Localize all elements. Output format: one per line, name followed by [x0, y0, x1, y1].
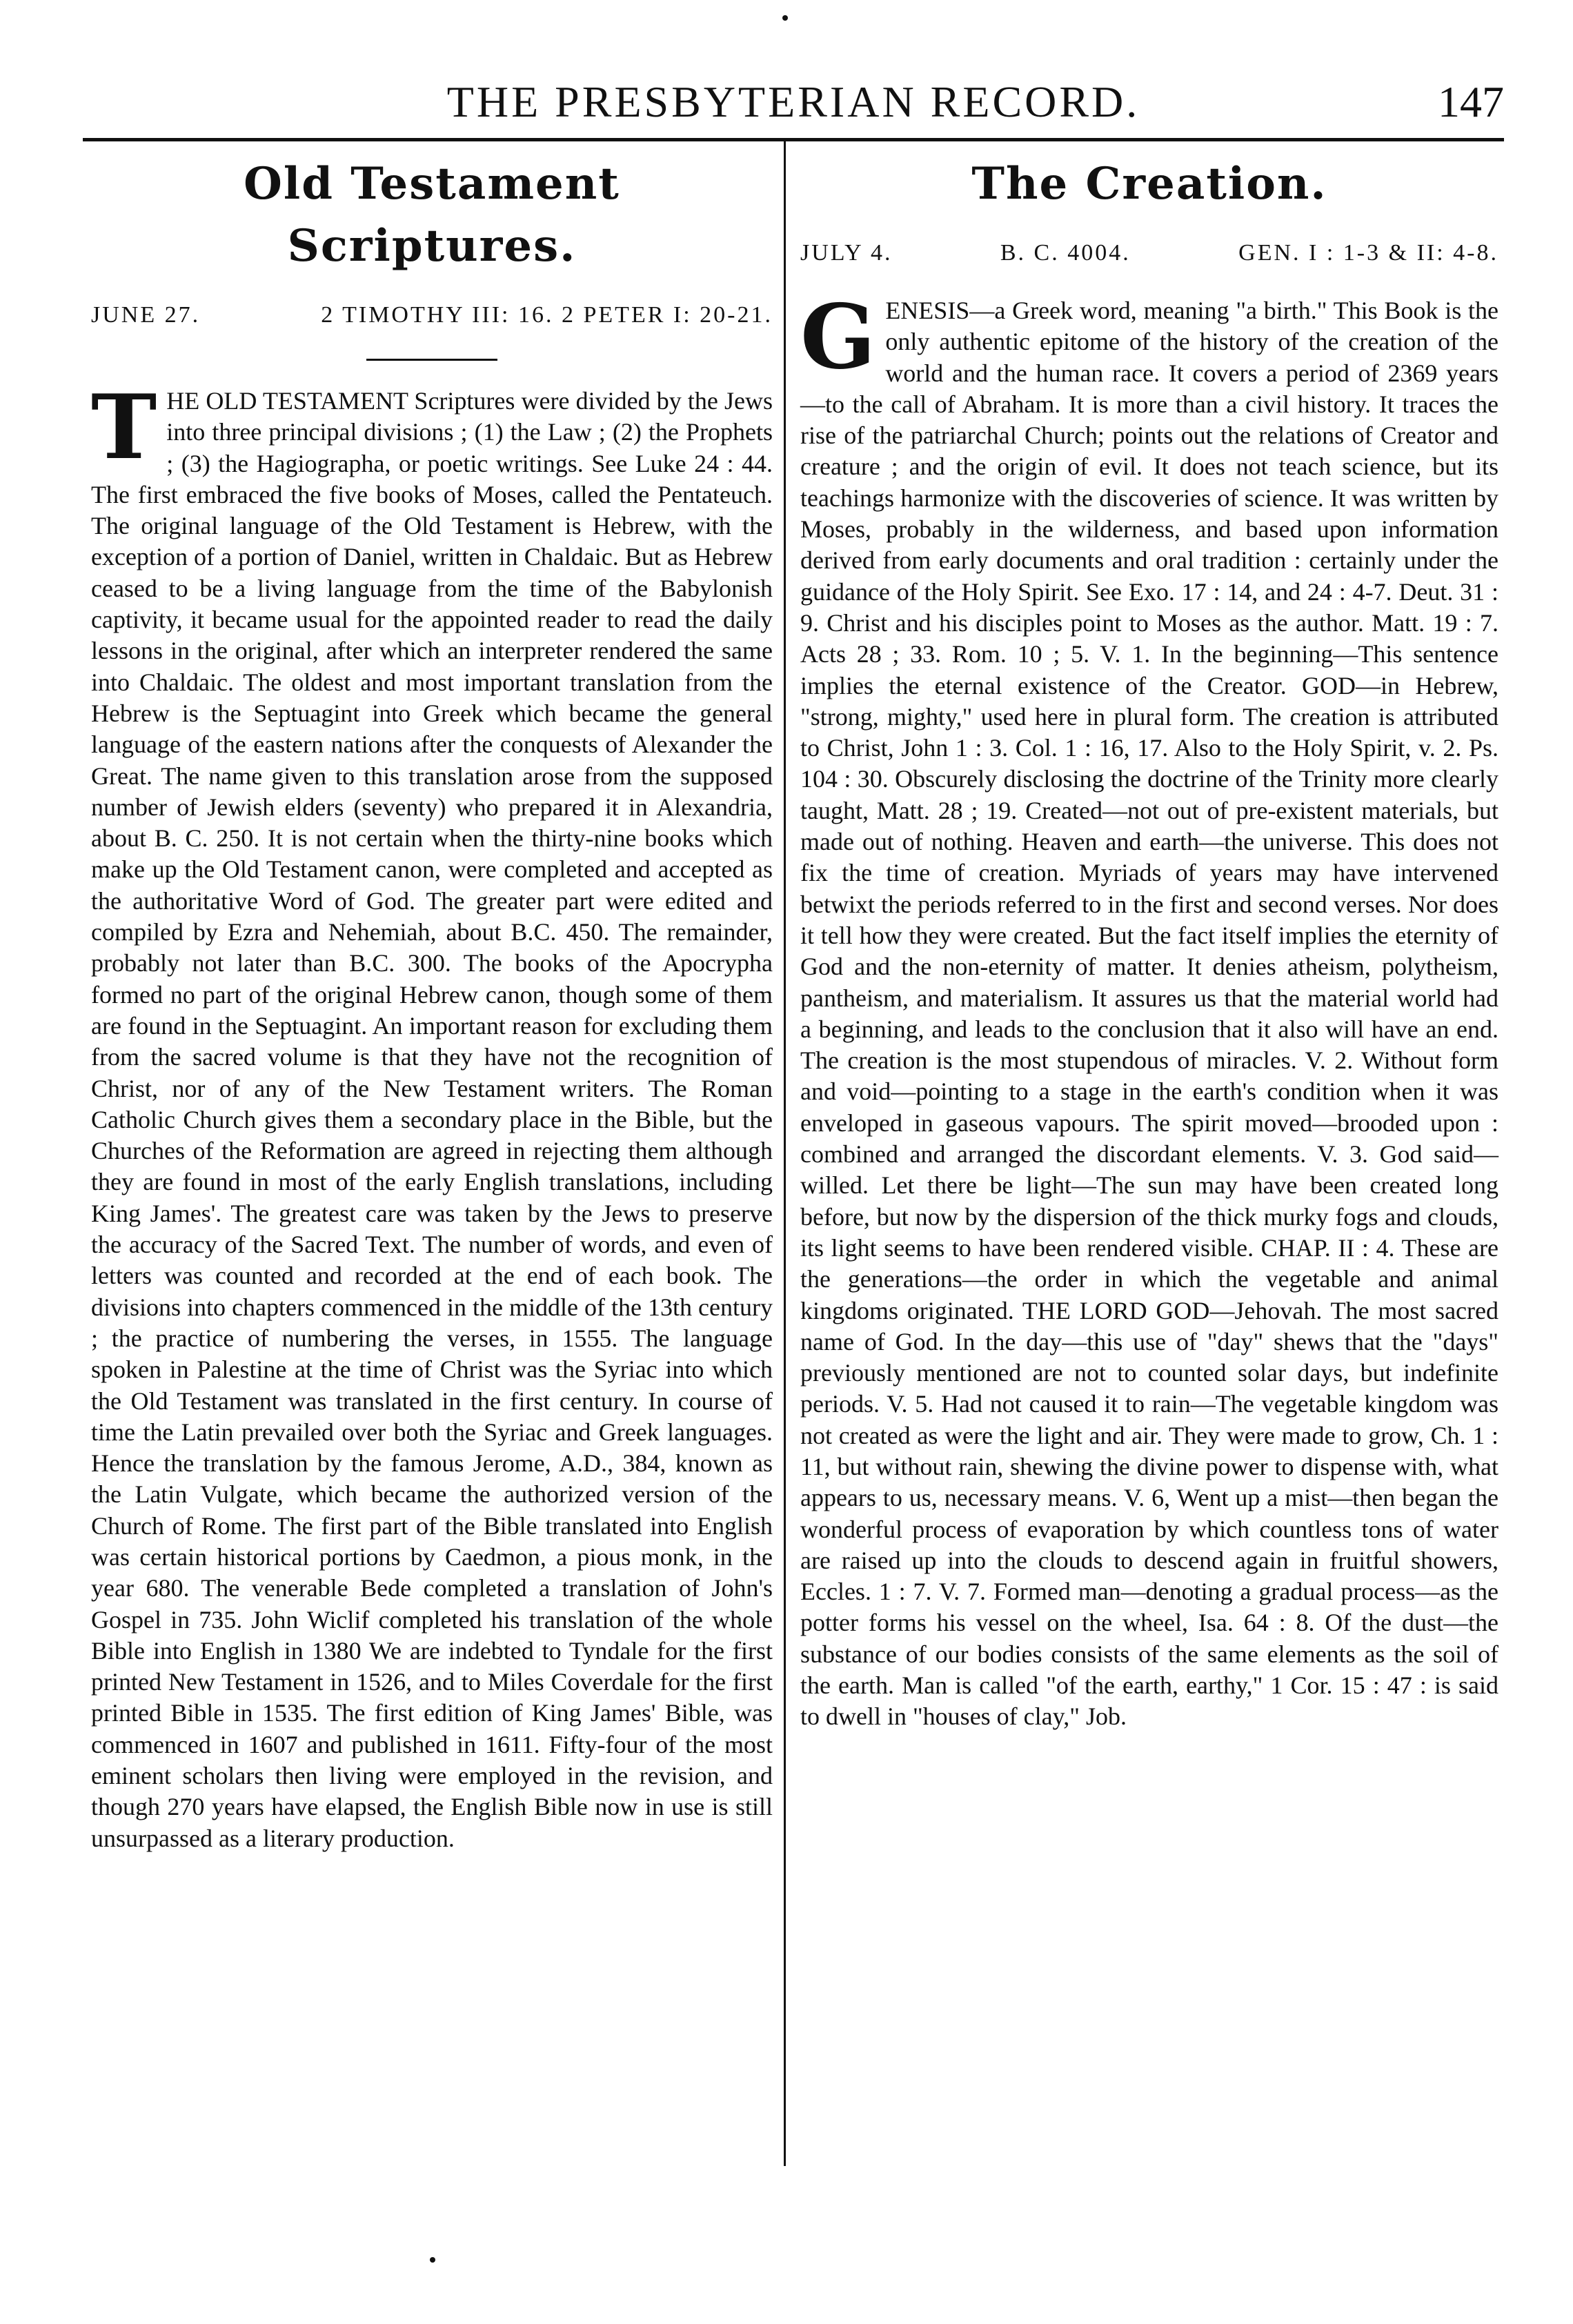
article-text: HE OLD TESTAMENT Scriptures were divided by the Jews into three principal divisions ; (1) the Law ; (2) the Prophets ; (3) the Hagiographa, or poetic writings. See Luke 24 : 44. The first embraced the five books of Moses, called the Pentateuch. The original language of the Old Testament is Hebrew, with the exception of a portion of Daniel, written in Chaldaic. But as Hebrew ceased to be a living language from the time of the Babylonish captivity, it became usual for the appointed reader to read the daily lessons in the original, after which an interpreter rendered the same into Chaldaic. The oldest and most important translation from the Hebrew is the Septuagint into Greek which became the general language of the eastern nations after the conquests of Alexander the Great. The name given to this translation arose from the supposed number of Jewish elders (seventy) who prepared it in Alexandria, about B. C. 250. It is not certain when the thirty-nine books which make up the Old Testament canon, were completed and accepted as the authoritative Word of God. The greater part were edited and compiled by Ezra and Nehemiah, about B.C. 450. The remainder, probably not later than B.C. 300. The books of the Apocrypha formed no part of the original Hebrew canon, though some of them are found in the Septuagint. An important reason for excluding them from the sacred volume is that they have not the recognition of Christ, nor of any of the New Testament writers. The Roman Catholic Church gives them a secondary place in the Bible, but the Churches of the Reformation are agreed in rejecting them although they are found in most of the early English translations, including King James'. The greatest care was taken by the Jews to preserve the accuracy of the Sacred Text. The number of words, and even of letters was counted and recorded at the end of each book. The divisions into chapters commenced in the middle of the 13th century ; the practice of numbering the verses, in 1555. The language spoken in Palestine at the time of Christ was the Syriac into which the Old Testament was translated in the first century. In course of time the Latin prevailed over both the Syriac and Greek languages. Hence the translation by the famous Jerome, A.D., 384, known as the Latin Vulgate, which became the authorized version of the Church of Rome. The first part of the Bible translated into English was certain historical portions by Caedmon, a pious monk, in the year 680. The venerable Bede completed a translation of John's Gospel in 735. John Wiclif completed his translation of the whole Bible into English in 1380 We are indebted to Tyndale for the first printed New Testament in 1526, and to Miles Coverdale for the first printed Bible in 1535. The first edition of King James' Bible, was commenced in 1607 and published in 1611. Fifty-four of the most eminent scholars then living were employed in the revision, and though 270 years have elapsed, the English Bible now in use is still unsurpassed as a literary production. — [91, 387, 773, 1852]
lesson-date: JULY 4. — [800, 240, 893, 266]
drop-cap: T — [91, 376, 157, 479]
article-dateline — [800, 236, 1498, 270]
article-text: ENESIS—a Greek word, meaning "a birth." This Book is the only authentic epitome of the history of the creation of the world and the human race. It covers a period of 2369 years —to the call of Abraham. It is more than a civil history. It traces the rise of the patriarchal Church; points out the relations of Creator and creature ; and the origin of evil. It does not teach science, but its teachings harmonize with the discoveries of science. It was written by Moses, probably in the wilderness, and based upon information derived from early documents and oral tradition : certainly under the guidance of the Holy Spirit. See Exo. 17 : 14, and 24 : 4-7. Deut. 31 : 9. Christ and his disciples point to Moses as the author. Matt. 19 : 7. Acts 28 ; 33. Rom. 10 ; 5. V. 1. In the beginning—This sentence implies the eternal existence of the Creator. GOD—in Hebrew, "strong, mighty," used here in plural form. The creation is attributed to Christ, John 1 : 3. Col. 1 : 16, 17. Also to the Holy Spirit, v. 2. Ps. 104 : 30. Obscurely disclosing the doctrine of the Trinity more clearly taught, Matt. 28 ; 19. Created—not out of pre-existent materials, but made out of nothing. Heaven and earth—the universe. This does not fix the time of creation. Myriads of years may have intervened betwixt the periods referred to in the first and second verses. Nor does it tell how they were created. But the fact itself implies the eternity of God and the non-eternity of matter. It denies atheism, polytheism, pantheism, and materialism. It assures us that the material world had a beginning, and leads to the conclusion that it also will have an end. The creation is the most stupendous of miracles. V. 2. Without form and void—pointing to a stage in the earth's condition when it was enveloped in gaseous vapours. The spirit moved—brooded upon : combined and arranged the discordant elements. V. 3. God said—willed. Let there be light—The sun may have been created long before, but now by the dispersion of the thick murky fogs and clouds, its light seems to have been rendered visible. CHAP. II : 4. These are the generations—the order in which the vegetable and animal kingdoms originated. THE LORD GOD—Jehovah. The most sacred name of God. In the day—this use of "day" shews that the "days" previously mentioned are not to counted solar days, but indefinite periods. V. 5. Had not caused it to rain—The vegetable kingdom was not created as were the light and air. They were made to grow, Ch. 1 : 11, but without rain, shewing the divine power to dispense with, what appears to us, necessary means. V. 6, Went up a mist—then began the wonderful process of evaporation by which countless tons of water are raised up into the clouds to descend again in fruitful showers, Eccles. 1 : 7. V. 7. Formed man—denoting a gradual process—as the potter forms his vessel on the wheel, Isa. 64 : 8. Of the dust—the substance of our bodies consists of the same elements as the soil of the earth. Man is called "of the earth, earthy," 1 Cor. 15 : 47 : is said to dwell in "houses of clay," Job. — [800, 297, 1498, 1731]
article-body — [91, 376, 773, 1854]
scripture-references: GEN. I : 1-3 & II: 4-8. — [1238, 240, 1498, 266]
drop-cap: G — [800, 286, 876, 389]
page-dot — [430, 2257, 435, 2263]
page-number: 147 — [1438, 77, 1504, 126]
article-heading: The Creation. — [971, 158, 1327, 210]
header-rule — [83, 138, 1504, 141]
section-rule — [366, 359, 497, 361]
scripture-references: 2 TIMOTHY III: 16. 2 PETER I: 20-21. — [321, 302, 773, 328]
column-divider — [784, 141, 786, 2166]
article-heading: Old Testament Scriptures. — [244, 158, 620, 272]
journal-title: THE PRESBYTERIAN RECORD. — [446, 77, 1140, 126]
page-dot — [782, 15, 788, 21]
right-article — [800, 153, 1498, 1733]
lesson-era: B. C. 4004. — [1000, 240, 1131, 266]
article-dateline — [91, 298, 773, 332]
lesson-date: JUNE 27. — [91, 302, 201, 328]
article-body — [800, 286, 1498, 1733]
running-head — [83, 75, 1504, 130]
left-article — [91, 153, 773, 1854]
